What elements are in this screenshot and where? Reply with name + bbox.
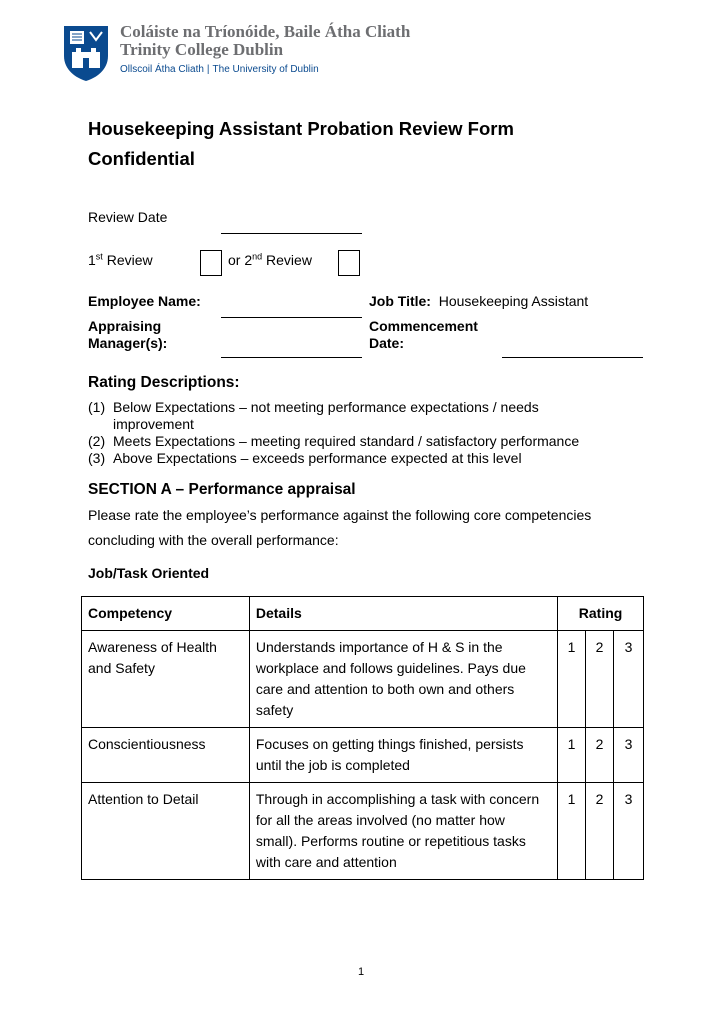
logo-university-irish: Ollscoil Átha Cliath [120, 64, 204, 75]
job-title-value: Housekeeping Assistant [438, 293, 589, 309]
details-line: care and attention to both own and others [255, 681, 515, 697]
competency-cell [82, 728, 250, 783]
rating-2-cell[interactable]: 2 [586, 631, 614, 728]
rating-description-number: (1) [88, 399, 106, 415]
rating-2-cell[interactable]: 2 [586, 728, 614, 783]
first-review-label: 1st Review [88, 251, 153, 268]
appraising-manager-label-1: Appraising [88, 318, 162, 334]
rating-header: Rating [558, 597, 644, 631]
job-title-row [369, 293, 588, 309]
review-date-label: Review Date [88, 209, 168, 225]
commencement-label-2: Date: [369, 335, 405, 351]
competency-table [81, 596, 644, 880]
logo-english-name: Trinity College Dublin [120, 40, 284, 59]
rating-description-number: (3) [88, 450, 106, 466]
appraising-manager-field[interactable] [221, 357, 362, 358]
job-task-oriented-heading: Job/Task Oriented [88, 565, 210, 581]
details-cell [249, 631, 557, 728]
appraising-manager-label-2: Manager(s): [88, 335, 168, 351]
competency-cell [82, 783, 250, 880]
rating-description-item [88, 450, 648, 467]
second-review-checkbox[interactable] [338, 250, 360, 276]
details-line: Through in accomplishing a task with concern [255, 791, 540, 807]
rating-1-cell[interactable]: 1 [558, 631, 586, 728]
commencement-date-field[interactable] [502, 357, 643, 358]
commencement-label-1: Commencement [369, 318, 478, 334]
competency-header: Competency [82, 597, 250, 631]
logo-university-line [120, 64, 319, 75]
trinity-crest-icon [62, 24, 110, 82]
competency-cell [82, 631, 250, 728]
rating-3-cell[interactable]: 3 [614, 631, 644, 728]
details-line: with care and attention [255, 854, 397, 870]
competency-line: Attention to Detail [88, 791, 199, 807]
page-title: Housekeeping Assistant Probation Review Form [88, 118, 514, 139]
table-row [82, 631, 644, 728]
employee-name-field[interactable] [221, 317, 362, 318]
rating-descriptions-heading: Rating Descriptions: [88, 374, 240, 391]
logo-university-english: The University of Dublin [212, 64, 319, 75]
rating-1-cell[interactable]: 1 [558, 783, 586, 880]
table-row [82, 728, 644, 783]
competency-line: Conscientiousness [88, 736, 206, 752]
details-line: until the job is completed [255, 757, 410, 773]
confidential-label: Confidential [88, 148, 195, 169]
section-a-intro-line2: concluding with the overall performance: [88, 532, 339, 548]
page-number: 1 [358, 966, 365, 978]
details-line: small). Performs routine or repetitious tasks [255, 833, 526, 849]
table-header-row [82, 597, 644, 631]
rating-description-number: (2) [88, 433, 106, 449]
competency-line: and Safety [88, 660, 155, 676]
rating-description-item [88, 399, 588, 433]
employee-name-label: Employee Name: [88, 293, 201, 309]
rating-description-text: Meets Expectations – meeting required standard / satisfactory performance [113, 433, 580, 449]
rating-description-text: Above Expectations – exceeds performance expected at this level [113, 450, 522, 466]
details-cell [249, 728, 557, 783]
competency-line: Awareness of Health [88, 639, 217, 655]
rating-3-cell[interactable]: 3 [614, 783, 644, 880]
job-title-label: Job Title: [369, 293, 431, 309]
details-line: for all the areas involved (no matter how [255, 812, 505, 828]
section-a-heading: SECTION A – Performance appraisal [88, 481, 356, 498]
rating-3-cell[interactable]: 3 [614, 728, 644, 783]
rating-1-cell[interactable]: 1 [558, 728, 586, 783]
table-row [82, 783, 644, 880]
review-date-field[interactable] [221, 233, 362, 234]
details-cell [249, 783, 557, 880]
second-review-label: or 2nd Review [228, 251, 312, 268]
details-line: Focuses on getting things finished, persists [255, 736, 524, 752]
rating-description-text: Below Expectations – not meeting performance expectations / needs improvement [113, 399, 539, 432]
rating-2-cell[interactable]: 2 [586, 783, 614, 880]
rating-description-item [88, 433, 648, 450]
logo-separator: | [206, 64, 210, 75]
details-line: Understands importance of H & S in the [255, 639, 503, 655]
details-line: safety [255, 702, 294, 718]
logo-irish-name: Coláiste na Tríonóide, Baile Átha Cliath [120, 22, 411, 41]
first-review-checkbox[interactable] [200, 250, 222, 276]
details-line: workplace and follows guidelines. Pays due [255, 660, 526, 676]
section-a-intro-line1: Please rate the employee’s performance against the following core competencies [88, 507, 592, 523]
details-header: Details [249, 597, 557, 631]
